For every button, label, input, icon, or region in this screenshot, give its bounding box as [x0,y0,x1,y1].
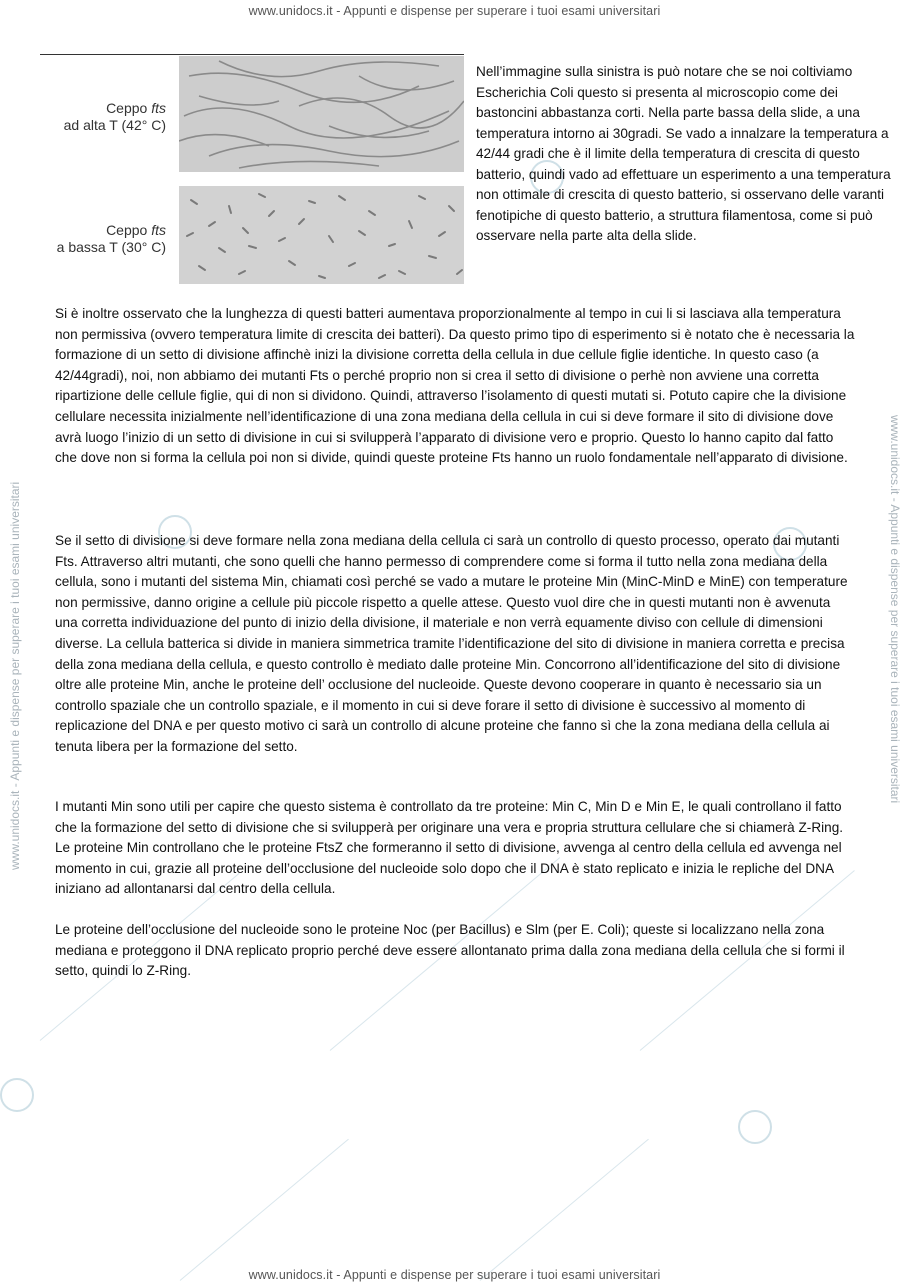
micrograph-short-rods [179,186,464,284]
page-footer[interactable]: www.unidocs.it - Appunti e dispense per superare i tuoi esami universitari [248,1268,661,1282]
figure-label-bottom: Ceppo fts a bassa T (30° C) [56,222,166,255]
watermark-line [180,1139,349,1281]
micrograph-filamentous [179,56,464,172]
figure-description: Nell’immagine sulla sinistra is può notare che se noi coltiviamo Escherichia Coli questo si presenta al microscopio come dei bastoncini abbastanza corti. Nella parte bassa della slide, a una temperatura intorno ai 30gradi. Se vado a innalzare la temperatura a 42/44 gradi che è il limite della temperatura di crescita di questo batterio, quindi vado ad effettuare un esperimento a una temperatura non ottimale di crescita di questo batterio, si osservano delle varanti fenotipiche di questo batterio, a struttura filamentosa, come si può osservare nella parte alta della slide. [476,64,891,243]
watermark-logo-icon [0,1078,34,1112]
figure-top-rule [40,54,464,55]
page-header[interactable]: www.unidocs.it - Appunti e dispense per superare i tuoi esami universitari [248,4,661,18]
side-watermark-right: www.unidocs.it - Appunti e dispense per superare i tuoi esami universitari [888,415,902,804]
watermark-logo-icon [738,1110,772,1144]
paragraph-1: Si è inoltre osservato che la lunghezza di questi batteri aumentava proporzionalmente al tempo in cui li si lasciava alla temperatura non permissiva (ovvero temperatura limite di crescita dei batteri). Da questo primo tipo di esperimento si è notato che è necessaria la formazione di un setto di divisione affinchè inizi la divisione corretta della cellula in due cellule figlie identiche. In questo caso (a 42/44gradi), noi, non abbiamo dei mutanti Fts o perché proprio non si crea il setto di divisione o perhè non avviene una corretta ripartizione delle cellule figlie, qui di non si dividono. Quindi, attraverso l’isolamento di questi mutati si. Potuto capire che la divisione cellulare necessita inizialmente nell’identificazione di una zona mediana della cellula in cui si deve formare il sito di divisione dove avrà luogo l’inizio di un setto di divisione in cui si svilupperà l’apparato di divisione vero e proprio. Questo lo hanno capito dal fatto che dove non si forma la cellula poi non si divide, quindi queste proteine Fts hanno un ruolo fondamentale nell’apparato di divisione. [55,306,855,466]
paragraph-2: Se il setto di divisione si deve formare nella zona mediana della cellula ci sarà un controllo di questo processo, operato dai mutanti Fts. Attraverso altri mutanti, che sono quelli che hanno permesso di comprendere come si forma il tutto nella zona mediana della cellula, sono i mutanti del sistema Min, chiamati così perché se vado a mutare le proteine Min (MinC-MinD e MinE) con temperature non permissive, danno origine a cellule più piccole rispetto a quelle attese. Questo vuol dire che in questi mutanti non è avvenuta una corretta individuazione del punto di inizio della divisione, il materiale e non verrà equamente diviso con cellule di dimensioni diverse. La cellula batterica si divide in maniera simmetrica tramite l’identificazione del sito di divisione in maniera corretta e precisa della zona mediana della cellula, e questo controllo è mediato dalle proteine Min. Concorrono all’identificazione del sito di divisione oltre alle proteine Min, anche le proteine dell’ occlusione del nucleoide. Queste devono cooperare in quanto è necessario sia un controllo spaziale che un controllo spaziale, e il momento in cui si deve forare il setto di divisione è successivo al momento di replicazione del DNA e per questo motivo ci sarà un controllo di alcune proteine che fanno sì che la zona mediana della cellula ai tenuta libera per la formazione del setto. [55,533,848,754]
paragraph-4: Le proteine dell’occlusione del nucleoide sono le proteine Noc (per Bacillus) e Slm (per E. Coli); queste si localizzano nella zona mediana e proteggono il DNA replicato proprio perché deve essere allontanato prima dalla zona mediana della cellula che si formi il setto, quindi lo Z-Ring. [55,922,845,979]
paragraph-3: I mutanti Min sono utili per capire che questo sistema è controllato da tre proteine: Min C, Min D e Min E, le quali controllano il fatto che la formazione del setto di divisione che si svilupperà per originare una vera e propria struttura cellulare che si chiamerà Z-Ring. Le proteine Min controllano che le proteine FtsZ che formeranno il setto di divisione, avvenga al centro della cellula ed avvenga nel momento in cui, grazie all proteine dell’occlusione del nucleoide solo dopo che il DNA è stato replicato e inizia le repliche del DNA iniziano ad allontanarsi dal centro della cellula. [55,799,844,897]
side-watermark-left: www.unidocs.it - Appunti e dispense per superare i tuoi esami universitari [8,481,22,870]
watermark-line [480,1139,649,1281]
microscopy-figure [40,54,464,284]
figure-label-top: Ceppo fts ad alta T (42° C) [63,100,166,133]
